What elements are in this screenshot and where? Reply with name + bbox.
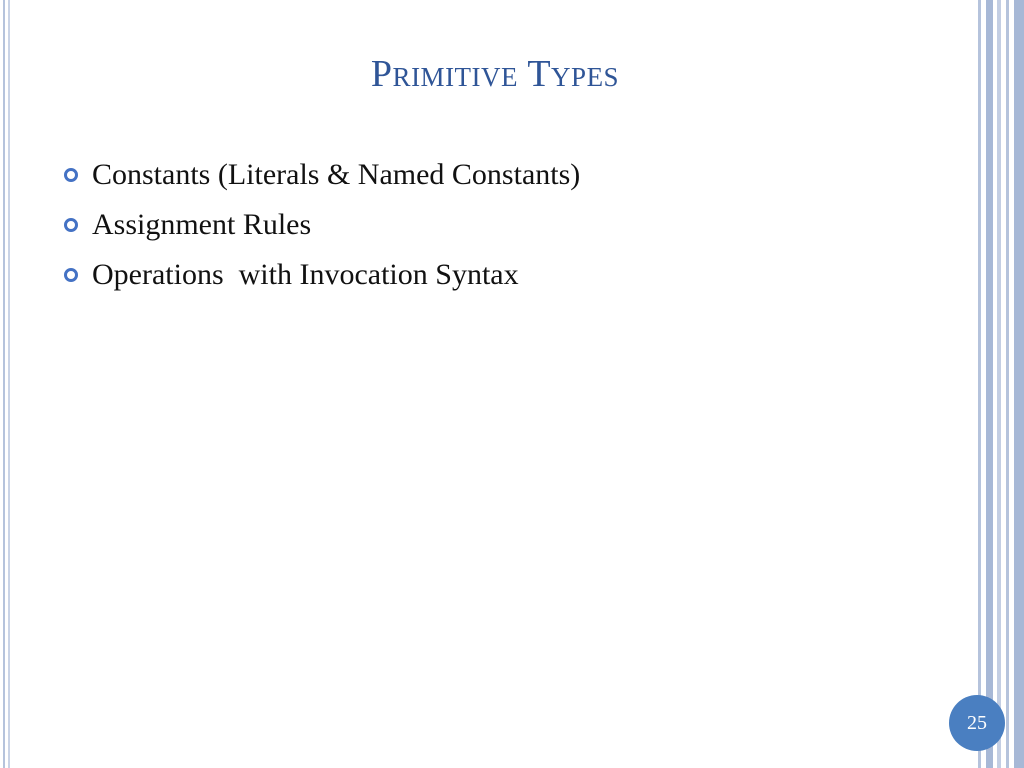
left-border-line <box>8 0 10 768</box>
ring-bullet-icon <box>64 168 78 182</box>
bullet-item <box>64 250 580 300</box>
bullet-item <box>64 150 580 200</box>
slide-title: Primitive Types <box>370 53 620 95</box>
left-border-line <box>3 0 5 768</box>
right-border-stripe <box>1006 0 1009 768</box>
ring-bullet-icon <box>64 268 78 282</box>
bullet-text: Operations with Invocation Syntax <box>92 258 519 291</box>
right-border-stripe <box>986 0 993 768</box>
ring-bullet-icon <box>64 218 78 232</box>
right-border-stripe <box>978 0 981 768</box>
page-number: 25 <box>967 711 987 734</box>
bullet-list <box>64 150 580 300</box>
right-border-stripe <box>1014 0 1024 768</box>
page-number-badge <box>949 695 1005 751</box>
bullet-text: Constants (Literals & Named Constants) <box>92 158 581 191</box>
right-border-stripe <box>997 0 1001 768</box>
bullet-text: Assignment Rules <box>92 208 312 241</box>
bullet-item <box>64 200 580 250</box>
